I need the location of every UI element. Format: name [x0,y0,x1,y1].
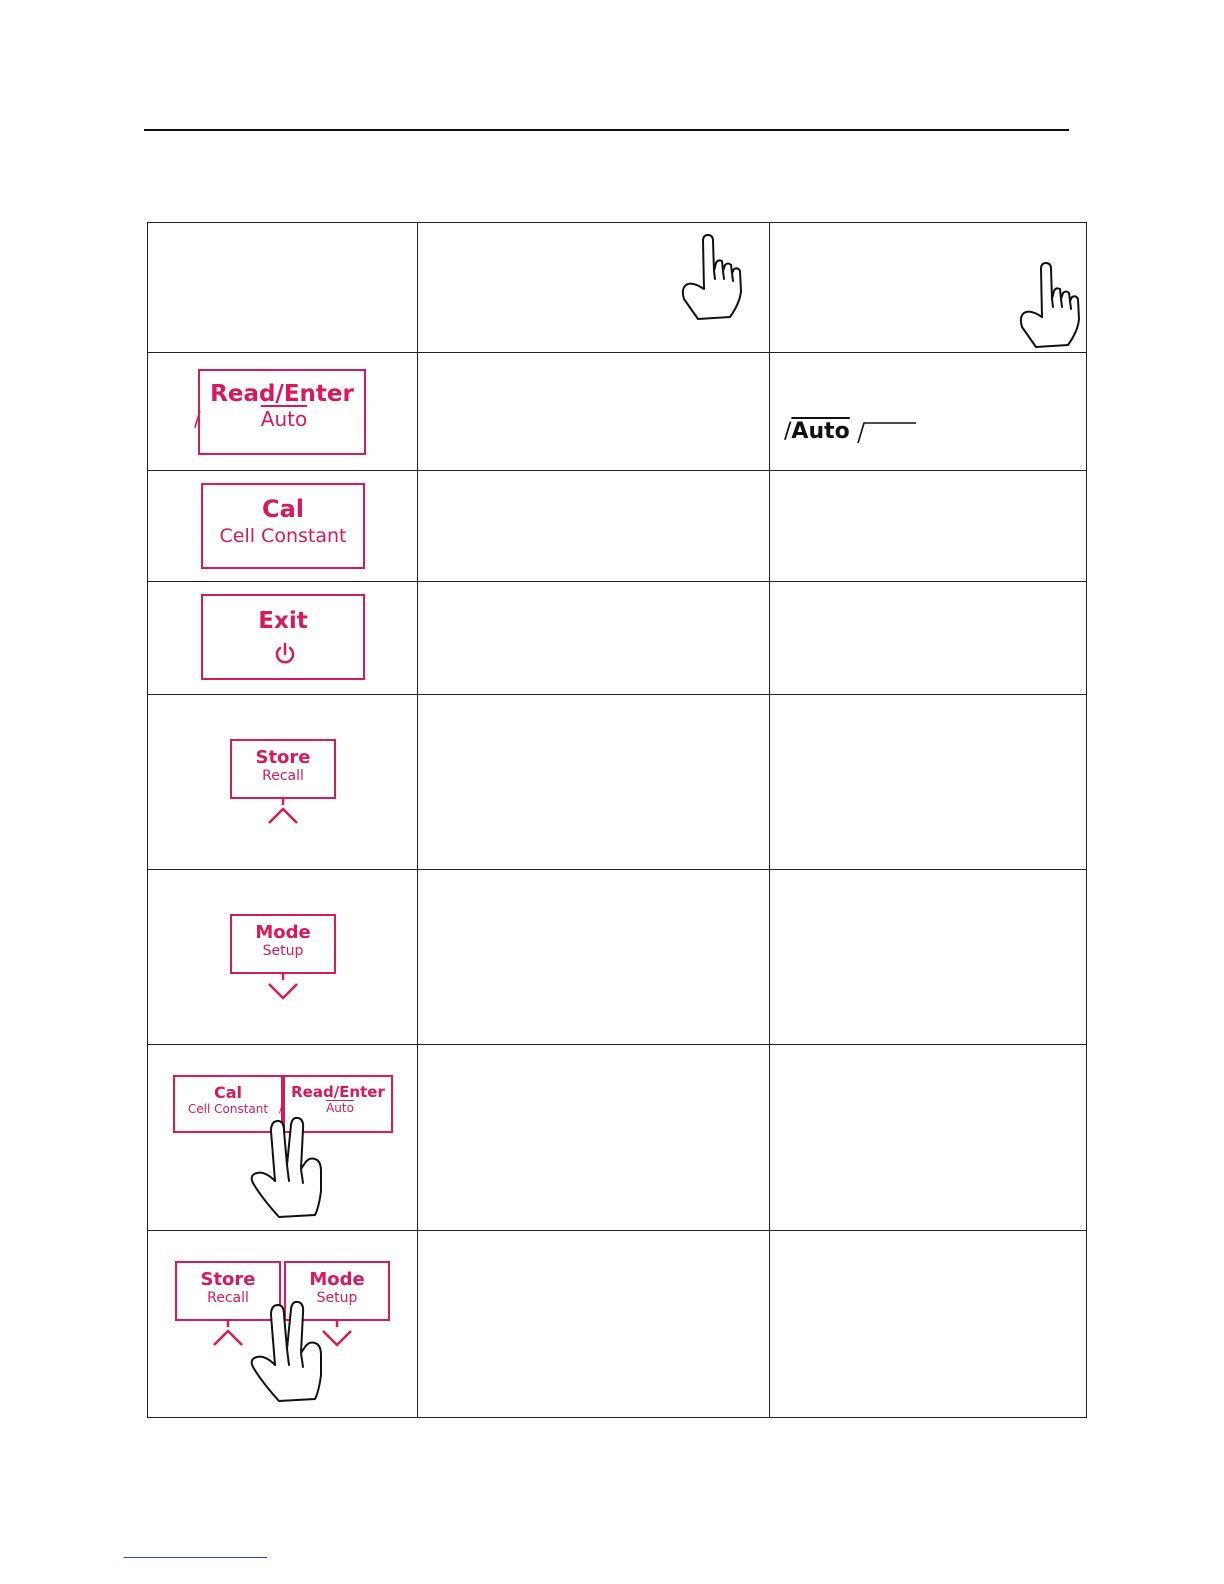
header-cell-long-press [770,223,1087,353]
key-main-label: Store [255,747,311,768]
key-sub-label: Cell Constant [219,525,347,547]
long-press-cell [770,870,1087,1045]
table-row [148,695,1087,870]
read-enter-button[interactable] [198,369,366,455]
key-cell [148,353,418,471]
short-press-cell [418,582,770,695]
long-press-cell [770,353,1087,471]
table-row [148,1045,1087,1231]
key-function-table [147,222,1087,1418]
long-press-cell [770,1231,1087,1418]
down-arrow-icon [263,974,303,1004]
table-row [148,582,1087,695]
mode-button[interactable] [230,914,336,974]
key-sub-label: Recall [262,768,304,784]
table-row [148,353,1087,471]
hand-press-icon [678,233,748,323]
key-sub-label: Recall [207,1290,249,1306]
key-main-label: Store [200,1269,256,1290]
key-cell [148,1231,418,1418]
key-cell [148,695,418,870]
long-press-cell [770,582,1087,695]
short-press-cell [418,471,770,582]
header-cell-key [148,223,418,353]
short-press-cell [418,353,770,471]
up-arrow-icon [263,799,303,829]
two-finger-hand-icon [251,1111,331,1221]
short-press-cell [418,695,770,870]
hand-press-icon [1016,261,1086,351]
header-rule [144,129,1069,131]
power-icon [274,642,296,666]
two-finger-hand-icon [251,1295,331,1405]
auto-off-indicator [856,419,926,449]
store-button[interactable] [230,739,336,799]
table-row [148,870,1087,1045]
key-main-label: Exit [258,608,308,634]
up-arrow-icon [208,1321,248,1351]
key-main-label: Read/Enter [291,1083,385,1101]
key-main-label: Cal [213,1083,243,1102]
exit-button[interactable] [201,594,365,680]
key-cell [148,582,418,695]
key-main-label: Mode [255,922,311,943]
short-press-cell [418,1231,770,1418]
short-press-cell [418,870,770,1045]
key-main-label: Cal [261,495,305,523]
key-sub-label: / Auto [285,1101,391,1115]
header-cell-short-press [418,223,770,353]
key-sub-label: Setup [316,1290,358,1306]
key-sub-label: Setup [262,943,304,959]
table-row [148,471,1087,582]
key-main-label: Mode [309,1269,365,1290]
table-row [148,1231,1087,1418]
key-cell [148,870,418,1045]
key-cell [148,471,418,582]
key-sub-label: / Auto [200,407,364,431]
short-press-cell [418,1045,770,1231]
cal-button[interactable] [201,483,365,569]
header-row [148,223,1087,353]
footer-link-underline [124,1557,267,1558]
long-press-cell [770,695,1087,870]
key-cell [148,1045,418,1231]
key-sub-label: Cell Constant [187,1102,269,1116]
long-press-cell [770,1045,1087,1231]
auto-indicator: /Auto [784,419,850,444]
key-main-label: Read/Enter [210,381,354,407]
long-press-cell [770,471,1087,582]
